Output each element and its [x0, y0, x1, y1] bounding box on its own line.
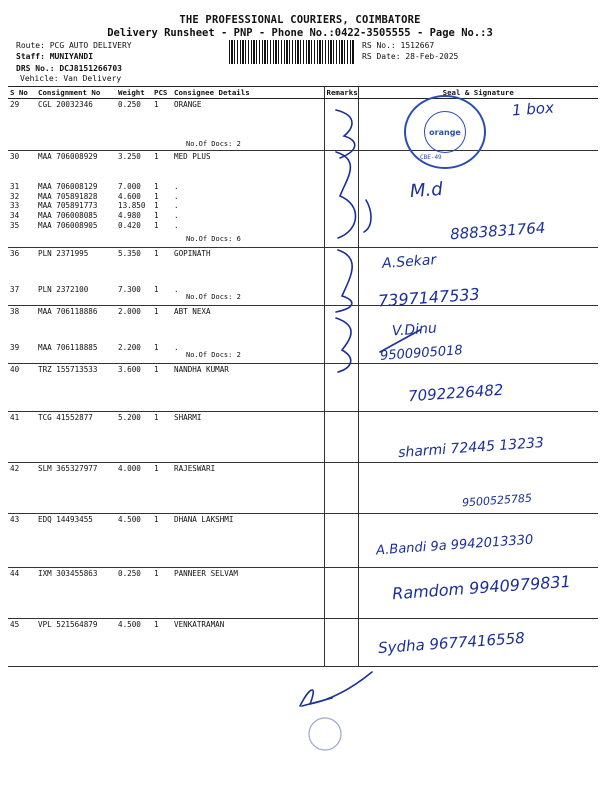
wt-32: 4.600: [118, 191, 141, 201]
cell-consignment: CGL 20032346: [36, 99, 116, 151]
cell-sno: [8, 248, 36, 306]
wt-31: 7.000: [118, 181, 141, 191]
wt-37: 7.300: [118, 284, 141, 294]
cell-consignee: [172, 306, 324, 364]
final-signature: [302, 698, 332, 706]
table-row: [8, 99, 598, 151]
cell-consignee: NANDHA KUMAR: [172, 364, 324, 412]
cell-remarks: [324, 619, 358, 667]
col-weight: Weight: [116, 87, 152, 99]
stamp-brand: orange: [424, 111, 466, 153]
barcode: [229, 40, 355, 64]
rs-no-label: RS No.: 1512667: [362, 41, 435, 50]
handwriting-phone: 7397147533: [377, 284, 481, 311]
wt-35: 0.420: [118, 220, 141, 230]
wt-30: 3.250: [118, 152, 141, 161]
cell-sno: [8, 306, 36, 364]
cn-37: PLN 2372100: [38, 284, 89, 294]
col-pcs: PCS: [152, 87, 172, 99]
cell-consignee: RAJESWARI: [172, 463, 324, 514]
cell-consignee: [172, 248, 324, 306]
docs-count: No.Of Docs: 2: [186, 351, 241, 360]
cell-remarks: [324, 306, 358, 364]
docs-count: No.Of Docs: 2: [186, 293, 241, 302]
consignee-33: .: [174, 201, 179, 211]
consignee-34: .: [174, 211, 179, 221]
cell-consignee: SHARMI: [172, 412, 324, 463]
cell-pcs: 1: [152, 99, 172, 151]
staff-label: Staff: MUNIYANDI: [16, 52, 94, 61]
table-row: [8, 306, 598, 364]
handwriting-signature: A.Bandi 9a 9942013330: [375, 532, 534, 559]
sno-39: 39: [10, 342, 20, 352]
pcs-35: 1: [154, 220, 159, 230]
cell-sno: 41: [8, 412, 36, 463]
cell-weight: [116, 151, 152, 248]
cell-pcs: 1: [152, 514, 172, 568]
company-title: THE PROFESSIONAL COURIERS, COIMBATORE: [179, 14, 421, 26]
cell-weight: 3.600: [116, 364, 152, 412]
cn-34: MAA 706008085: [38, 211, 98, 221]
cell-consignment: [36, 306, 116, 364]
sno-31: 31: [10, 181, 20, 191]
drs-label: DRS No.: DCJ8151266703: [16, 64, 122, 73]
col-seal: Seal & Signature: [358, 87, 598, 99]
cell-remarks: [324, 151, 358, 248]
cell-pcs: 1: [152, 412, 172, 463]
cell-consignment: [36, 248, 116, 306]
cell-pcs: 1: [152, 568, 172, 619]
cn-31: MAA 706008129: [38, 181, 98, 191]
docs-count: No.Of Docs: 2: [186, 140, 241, 148]
cell-consignment: TRZ 155713533: [36, 364, 116, 412]
cell-sno: 29: [8, 99, 36, 151]
sno-32: 32: [10, 191, 20, 201]
sno-33: 33: [10, 201, 20, 211]
cell-remarks: [324, 568, 358, 619]
cell-pcs: [152, 248, 172, 306]
pcs-33: 1: [154, 201, 159, 211]
cn-32: MAA 705891828: [38, 191, 98, 201]
cell-weight: [116, 248, 152, 306]
cn-38: MAA 706118886: [38, 307, 98, 316]
wt-36: 5.350: [118, 249, 141, 258]
handwriting-signature: A.Sekar: [381, 252, 437, 272]
cell-weight: [116, 306, 152, 364]
cell-weight: 0.250: [116, 99, 152, 151]
sno-34: 34: [10, 211, 20, 221]
faint-stamp: [309, 718, 341, 750]
handwriting-box-count: 1 box: [511, 98, 555, 120]
consignee-name: ABT NEXA: [174, 307, 211, 316]
col-consignee: Consignee Details: [172, 87, 324, 99]
runsheet-subtitle: Delivery Runsheet - PNP - Phone No.:0422-3505555 - Page No.:3: [107, 27, 493, 39]
cell-remarks: [324, 412, 358, 463]
cell-remarks: [324, 248, 358, 306]
cell-sno: 42: [8, 463, 36, 514]
handwriting-signature: Ramdom 9940979831: [391, 571, 572, 604]
pcs-39: 1: [154, 342, 159, 352]
cell-weight: 4.500: [116, 619, 152, 667]
cell-consignee: [172, 151, 324, 248]
consignee-name: GOPINATH: [174, 249, 211, 258]
cell-sno: 44: [8, 568, 36, 619]
consignee-39: .: [174, 342, 179, 352]
col-remarks: Remarks: [324, 87, 358, 99]
cell-consignee: [172, 99, 324, 151]
cell-sno: [8, 151, 36, 248]
cell-consignee: VENKATRAMAN: [172, 619, 324, 667]
cell-sno: 45: [8, 619, 36, 667]
consignee-name: ORANGE: [174, 100, 202, 109]
table-row: [8, 364, 598, 412]
cell-pcs: 1: [152, 364, 172, 412]
cell-consignment: [36, 151, 116, 248]
consignee-37: .: [174, 284, 179, 294]
company-stamp: [404, 95, 486, 169]
sno-37: 37: [10, 284, 20, 294]
handwriting-signature: V.Dinu: [391, 320, 438, 340]
cell-consignee: DHANA LAKSHMI: [172, 514, 324, 568]
sno-38: 38: [10, 307, 20, 316]
handwriting-signature: Sydha 9677416558: [377, 628, 526, 658]
wt-33: 13.850: [118, 201, 146, 211]
table-row: [8, 248, 598, 306]
cn-36: PLN 2371995: [38, 249, 89, 258]
sno-30: 30: [10, 152, 20, 161]
handwriting-signature: sharmi 72445 13233: [397, 434, 545, 462]
wt-38: 2.000: [118, 307, 141, 316]
cell-weight: 4.500: [116, 514, 152, 568]
cell-remarks: [324, 463, 358, 514]
handwriting-phone: 9500525785: [461, 491, 533, 510]
cell-remarks: [324, 99, 358, 151]
wt-34: 4.980: [118, 211, 141, 221]
stamp-code: CBE-49: [420, 154, 442, 161]
wt-39: 2.200: [118, 342, 141, 352]
cell-weight: 4.000: [116, 463, 152, 514]
cell-consignee: PANNEER SELVAM: [172, 568, 324, 619]
rs-date-label: RS Date: 28-Feb-2025: [362, 52, 459, 61]
cell-pcs: 1: [152, 463, 172, 514]
table-header: [8, 87, 598, 99]
col-sno: S No: [8, 87, 36, 99]
sno-36: 36: [10, 249, 20, 258]
cell-consignment: TCG 41552877: [36, 412, 116, 463]
cell-pcs: [152, 151, 172, 248]
cell-sno: 43: [8, 514, 36, 568]
pcs-31: 1: [154, 181, 159, 191]
cell-pcs: 1: [152, 619, 172, 667]
handwriting-phone: 9500905018: [379, 343, 464, 364]
cn-35: MAA 706008905: [38, 220, 98, 230]
pcs-30: 1: [154, 152, 159, 161]
handwriting-phone: 7092226482: [407, 380, 504, 406]
consignee-32: .: [174, 191, 179, 201]
docs-count: No.Of Docs: 6: [186, 235, 241, 244]
cell-weight: 0.250: [116, 568, 152, 619]
sno-35: 35: [10, 220, 20, 230]
cell-remarks: [324, 514, 358, 568]
pcs-34: 1: [154, 211, 159, 221]
pcs-36: 1: [154, 249, 159, 258]
pcs-38: 1: [154, 307, 159, 316]
col-consignment: Consignment No: [36, 87, 116, 99]
consignee-31: .: [174, 181, 179, 191]
cn-33: MAA 705891773: [38, 201, 98, 211]
cell-sno: 40: [8, 364, 36, 412]
route-label: Route: PCG AUTO DELIVERY: [16, 41, 132, 50]
cell-consignment: VPL 521564879: [36, 619, 116, 667]
handwriting-signature: M.d: [409, 178, 444, 203]
cell-consignment: IXM 303455863: [36, 568, 116, 619]
pcs-37: 1: [154, 284, 159, 294]
final-signature: [300, 672, 372, 706]
cell-pcs: [152, 306, 172, 364]
cn-30: MAA 706008929: [38, 152, 98, 161]
consignee-name: MED PLUS: [174, 152, 211, 161]
vehicle-label: Vehicle: Van Delivery: [20, 74, 122, 83]
handwriting-phone: 8883831764: [449, 218, 546, 244]
cn-39: MAA 706118885: [38, 342, 98, 352]
cell-remarks: [324, 364, 358, 412]
pcs-32: 1: [154, 191, 159, 201]
cell-consignment: EDQ 14493455: [36, 514, 116, 568]
cell-consignment: SLM 365327977: [36, 463, 116, 514]
cell-weight: 5.200: [116, 412, 152, 463]
consignee-35: .: [174, 220, 179, 230]
